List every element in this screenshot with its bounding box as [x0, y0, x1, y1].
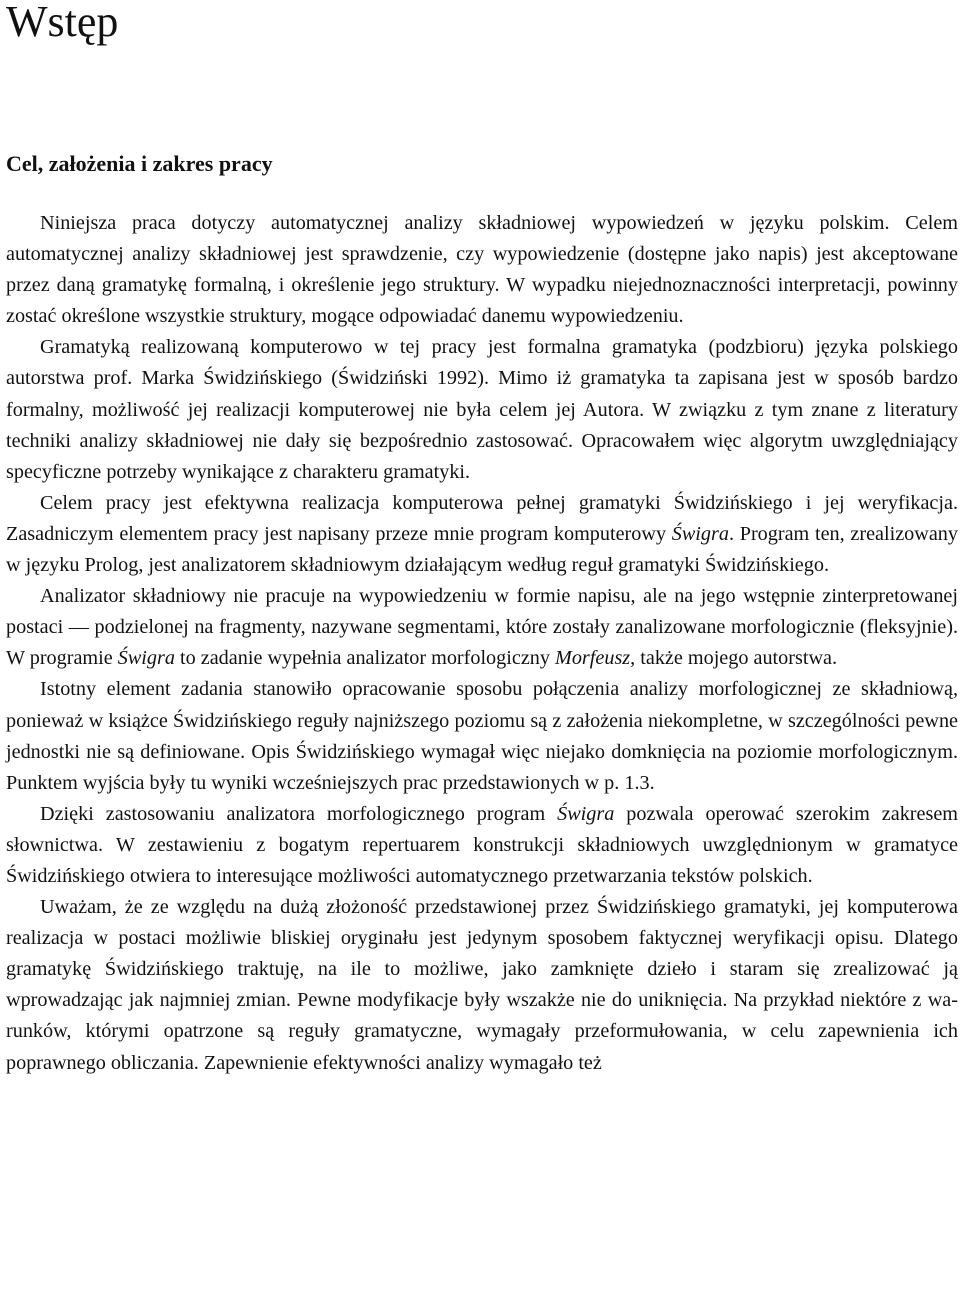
paragraph-4-text-a: Analizator składniowy nie pracuje na wypowiedzeniu w formie napisu, ale na jego wstępnie zinterpretowanej postaci — podzielonej na fragmenty, nazywane segmentami, które zostały zanalizowane morfologicznie (fleksyjnie). W programie — [6, 585, 958, 670]
chapter-title: Wstęp — [6, 0, 119, 46]
program-name-swigra: Świgra — [117, 647, 175, 670]
paragraph-5 — [6, 674, 958, 798]
paragraph-4-text-c: , także mojego autorstwa. — [630, 647, 838, 670]
paragraph-4 — [6, 581, 958, 674]
paragraph-6 — [6, 799, 958, 892]
paragraph-6-text-b: pozwala operować szerokim zakresem słownictwa. W zestawieniu z bogatym repertuarem konstrukcji składniowych uwzględnionym w gramatyce Świdzińskiego otwiera to interesujące możliwości automatycznego przetwarzania tekstów polskich. — [6, 802, 958, 887]
paragraph-1-text: Niniejsza praca dotyczy automatycznej analizy składniowej wypowiedzeń w języku polskim. Celem automatycznej analizy składniowej jest sprawdzenie, czy wypowiedzenie (dostępne jako napis) jest akceptowane przez daną gramatykę formalną, i określenie jego struktury. W wypadku niejednoznaczności interpretacji, powinny zostać określone wszystkie struktury, mogące odpowiadać danemu wypowiedzeniu. — [6, 212, 958, 328]
program-name-swigra: Świgra — [557, 802, 615, 825]
program-name-morfeusz: Morfeusz — [555, 647, 631, 670]
paragraph-6-text-a: Dzięki zastosowaniu analizatora morfologicznego program — [40, 802, 558, 825]
body-text — [6, 208, 958, 1079]
paragraph-7-text: Uważam, że ze względu na dużą złożoność przedstawionej przez Świdzińskiego gramatyki, jej komputerowa realizacja w postaci możliwie bliskiej oryginału jest jedynym sposobem faktycznej weryfikacji opisu. Dlatego gramatykę Świdzińskiego traktuję, na ile to możliwe, jako zamknięte dzieło i staram się zrealizować ją wprowadzając jak najmniej zmian. Pewne modyfikacje były wszakże nie do uniknięcia. Na przykład niektóre z warunków, którymi opatrzone są reguły gramatyczne, wymagały przeformułowania, w celu zapewnienia ich poprawnego obliczania. Zapewnienie efektywności analizy wymagało też — [6, 896, 958, 1074]
paragraph-7 — [6, 892, 958, 1079]
paragraph-5-text: Istotny element zadania stanowiło opracowanie sposobu połączenia analizy morfologicznej ze składniową, ponieważ w książce Świdzińskiego reguły najniższego poziomu są z założenia niekompletne, w szczególności pewne jednostki nie są definiowane. Opis Świdzińskiego wymagał więc niejako domknięcia na poziomie morfologicznym. Punktem wyjścia były tu wyniki wcześniejszych prac przedstawionych w p. 1.3. — [6, 678, 958, 794]
paragraph-4-text-b: to zadanie wypełnia analizator morfologiczny — [174, 647, 556, 670]
paragraph-1 — [6, 208, 958, 332]
document-page — [6, 0, 958, 1079]
paragraph-3-text-b: . Program ten, zrealizowany w języku Prolog, jest analizatorem składniowym działającym według reguł gramatyki Świdzińskiego. — [6, 522, 958, 577]
paragraph-3-text-a: Celem pracy jest efektywna realizacja komputerowa pełnej gramatyki Świdzińskiego i jej weryfikacja. Zasadniczym elementem pracy jest napisany przeze mnie program komputerowy — [6, 491, 958, 545]
paragraph-2 — [6, 332, 958, 487]
section-title: Cel, założenia i zakres pracy — [6, 151, 273, 176]
program-name-swigra: Świgra — [671, 522, 729, 545]
paragraph-3 — [6, 488, 958, 581]
paragraph-2-text: Gramatyką realizowaną komputerowo w tej pracy jest formalna gramatyka (podzbioru) języka polskiego autorstwa prof. Marka Świdzińskiego (Świdziński 1992). Mimo iż gramatyka ta zapisana jest w sposób bardzo formalny, możliwość jej realizacji komputerowej nie była celem jej Autora. W związku z tym znane z literatury techniki analizy składniowej nie dały się bezpośrednio zastosować. Opracowałem więc algorytm uwzględniający specyficzne potrzeby wynikające z charakteru gramatyki. — [6, 336, 958, 483]
